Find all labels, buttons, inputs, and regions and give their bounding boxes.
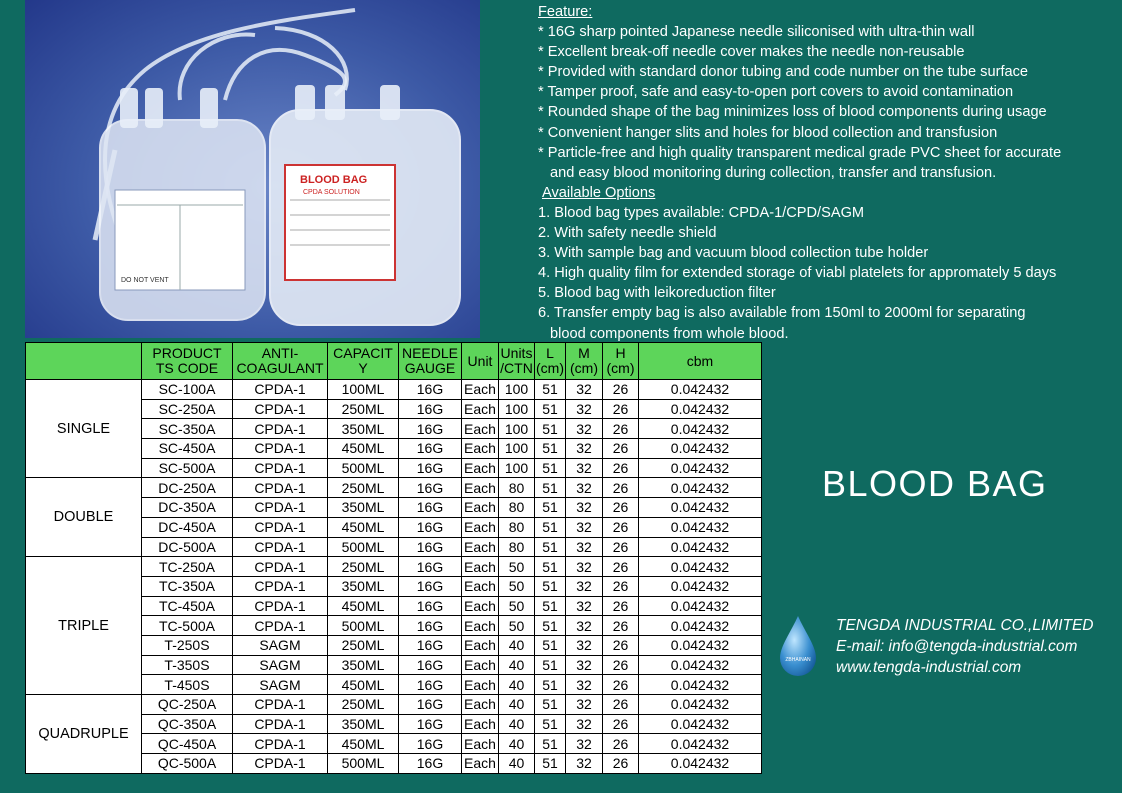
table-cell: 26 [603,616,639,636]
table-cell: SAGM [233,675,328,695]
table-cell: 32 [566,734,603,754]
table-cell: 32 [566,596,603,616]
company-info [836,615,1094,678]
table-cell: TC-350A [142,576,233,596]
table-cell: 450ML [328,734,399,754]
table-cell: 16G [399,517,462,537]
table-cell: 26 [603,478,639,498]
table-cell: Each [462,458,499,478]
table-cell: Each [462,616,499,636]
table-cell: 0.042432 [639,616,762,636]
table-row [26,557,762,577]
table-cell: SAGM [233,655,328,675]
table-cell: 40 [499,734,535,754]
table-cell: 32 [566,675,603,695]
table-cell: 0.042432 [639,635,762,655]
left-bag-label: DO NOT VENT [121,277,169,284]
page-title: BLOOD BAG [822,463,1048,504]
option-item: 5. Blood bag with leikoreduction filter [538,285,776,302]
table-cell: 100ML [328,380,399,400]
table-cell: 32 [566,635,603,655]
table-cell: 32 [566,419,603,439]
table-row [26,380,762,400]
table-cell: 51 [535,754,566,774]
option-item: 4. High quality film for extended storage of viabl platelets for appromately 5 days [538,265,1057,282]
table-cell: DC-450A [142,517,233,537]
table-cell: TC-250A [142,557,233,577]
table-cell: 51 [535,517,566,537]
table-cell: 350ML [328,576,399,596]
table-header-cell [26,343,142,380]
table-group-label: TRIPLE [26,557,142,695]
table-cell: 50 [499,596,535,616]
table-cell: 100 [499,399,535,419]
table-cell: 26 [603,498,639,518]
table-cell: 40 [499,635,535,655]
table-cell: Each [462,537,499,557]
table-header-cell: NEEDLE GAUGE [399,343,462,380]
options-heading: Available Options [542,184,656,201]
table-cell: 0.042432 [639,576,762,596]
company-logo-icon [777,614,819,678]
table-cell: 32 [566,714,603,734]
table-cell: 100 [499,439,535,459]
table-cell: 16G [399,576,462,596]
table-cell: 250ML [328,399,399,419]
table-cell: Each [462,557,499,577]
table-header-cell: Unit [462,343,499,380]
option-item: 1. Blood bag types available: CPDA-1/CPD/SAGM [538,204,865,221]
table-cell: SC-350A [142,419,233,439]
table-cell: 51 [535,498,566,518]
table-cell: CPDA-1 [233,616,328,636]
company-website: www.tengda-industrial.com [836,659,1022,676]
option-item-continued: blood components from whole blood. [550,325,789,342]
table-cell: 51 [535,439,566,459]
table-cell: 350ML [328,655,399,675]
table-cell: 250ML [328,635,399,655]
table-cell: 500ML [328,537,399,557]
table-cell: CPDA-1 [233,714,328,734]
table-cell: 16G [399,635,462,655]
table-cell: 32 [566,478,603,498]
table-cell: 51 [535,557,566,577]
table-cell: 32 [566,498,603,518]
table-cell: 500ML [328,616,399,636]
table-cell: CPDA-1 [233,517,328,537]
feature-item: * Provided with standard donor tubing and code number on the tube surface [538,64,1029,81]
table-cell: 40 [499,655,535,675]
table-cell: 16G [399,458,462,478]
table-cell: 0.042432 [639,399,762,419]
spec-table [25,342,762,774]
table-cell: CPDA-1 [233,399,328,419]
table-cell: 16G [399,714,462,734]
table-cell: 0.042432 [639,655,762,675]
table-cell: 16G [399,655,462,675]
table-cell: Each [462,439,499,459]
table-cell: 100 [499,380,535,400]
table-cell: 450ML [328,439,399,459]
table-cell: 32 [566,655,603,675]
table-row [26,478,762,498]
table-cell: 0.042432 [639,557,762,577]
table-cell: Each [462,695,499,715]
table-cell: 26 [603,537,639,557]
table-cell: 32 [566,399,603,419]
table-header-cell: PRODUCT TS CODE [142,343,233,380]
table-group-label: QUADRUPLE [26,695,142,774]
blood-bag-photo-illustration [25,0,480,338]
table-cell: 26 [603,517,639,537]
table-cell: DC-350A [142,498,233,518]
table-cell: 80 [499,537,535,557]
table-cell: Each [462,419,499,439]
table-cell: Each [462,635,499,655]
table-cell: 26 [603,655,639,675]
table-cell: 26 [603,557,639,577]
table-cell: 51 [535,734,566,754]
features-heading: Feature: [538,4,593,20]
table-cell: QC-500A [142,754,233,774]
table-cell: 40 [499,754,535,774]
table-cell: 51 [535,399,566,419]
table-cell: 0.042432 [639,537,762,557]
table-cell: 51 [535,655,566,675]
table-cell: 51 [535,596,566,616]
table-cell: 51 [535,537,566,557]
table-cell: 50 [499,557,535,577]
table-cell: 0.042432 [639,439,762,459]
table-cell: CPDA-1 [233,596,328,616]
table-cell: 32 [566,380,603,400]
table-cell: 250ML [328,557,399,577]
table-cell: CPDA-1 [233,557,328,577]
table-cell: 26 [603,714,639,734]
table-cell: 32 [566,557,603,577]
table-cell: 500ML [328,754,399,774]
table-header-cell: H (cm) [603,343,639,380]
table-cell: 16G [399,557,462,577]
table-cell: 26 [603,380,639,400]
table-cell: 16G [399,419,462,439]
table-cell: 16G [399,695,462,715]
table-body [26,380,762,774]
table-cell: 32 [566,458,603,478]
table-cell: 51 [535,616,566,636]
table-cell: CPDA-1 [233,439,328,459]
option-item: 3. With sample bag and vacuum blood collection tube holder [538,245,929,262]
table-cell: 0.042432 [639,675,762,695]
table-cell: 51 [535,380,566,400]
table-cell: 26 [603,754,639,774]
table-cell: 100 [499,458,535,478]
option-item: 6. Transfer empty bag is also available from 150ml to 2000ml for separating [538,305,1026,322]
company-email: E-mail: info@tengda-industrial.com [836,638,1078,655]
table-cell: 51 [535,478,566,498]
table-cell: Each [462,380,499,400]
table-cell: DC-500A [142,537,233,557]
feature-item: * Tamper proof, safe and easy-to-open port covers to avoid contamination [538,84,1014,101]
table-cell: CPDA-1 [233,458,328,478]
table-cell: 16G [399,616,462,636]
table-cell: TC-450A [142,596,233,616]
table-cell: 0.042432 [639,419,762,439]
table-cell: 32 [566,576,603,596]
table-cell: 32 [566,754,603,774]
table-cell: 250ML [328,695,399,715]
table-cell: 26 [603,458,639,478]
table-cell: 16G [399,380,462,400]
table-cell: 350ML [328,419,399,439]
table-cell: 26 [603,439,639,459]
table-cell: 51 [535,675,566,695]
table-cell: 100 [499,419,535,439]
feature-item: * 16G sharp pointed Japanese needle siliconised with ultra-thin wall [538,24,975,41]
table-cell: 26 [603,399,639,419]
table-cell: Each [462,517,499,537]
feature-item-continued: and easy blood monitoring during collection, transfer and transfusion. [550,164,997,181]
table-cell: 40 [499,675,535,695]
table-cell: 450ML [328,517,399,537]
table-cell: 450ML [328,675,399,695]
feature-item: * Convenient hanger slits and holes for blood collection and transfusion [538,124,998,141]
table-cell: QC-250A [142,695,233,715]
table-cell: 0.042432 [639,734,762,754]
table-cell: 0.042432 [639,498,762,518]
table-cell: 0.042432 [639,458,762,478]
table-cell: Each [462,754,499,774]
table-cell: 32 [566,616,603,636]
table-row [26,695,762,715]
table-cell: 16G [399,596,462,616]
table-cell: 0.042432 [639,754,762,774]
table-cell: SC-100A [142,380,233,400]
table-cell: 26 [603,695,639,715]
table-cell: 16G [399,537,462,557]
table-cell: Each [462,675,499,695]
features-panel [538,2,1118,344]
table-cell: 80 [499,517,535,537]
table-cell: 250ML [328,478,399,498]
table-cell: CPDA-1 [233,576,328,596]
table-cell: Each [462,714,499,734]
table-cell: 16G [399,399,462,419]
table-cell: 50 [499,616,535,636]
table-cell: SC-250A [142,399,233,419]
table-cell: CPDA-1 [233,380,328,400]
table-cell: 32 [566,537,603,557]
table-cell: 500ML [328,458,399,478]
table-cell: 50 [499,576,535,596]
table-cell: 32 [566,517,603,537]
table-cell: 0.042432 [639,380,762,400]
table-cell: T-350S [142,655,233,675]
table-cell: 80 [499,478,535,498]
table-group-label: DOUBLE [26,478,142,557]
table-cell: CPDA-1 [233,498,328,518]
table-cell: 0.042432 [639,596,762,616]
table-cell: 16G [399,734,462,754]
table-header-cell: cbm [639,343,762,380]
table-cell: CPDA-1 [233,537,328,557]
table-cell: T-450S [142,675,233,695]
table-cell: 26 [603,635,639,655]
table-cell: CPDA-1 [233,695,328,715]
table-cell: 450ML [328,596,399,616]
table-cell: CPDA-1 [233,478,328,498]
table-cell: SAGM [233,635,328,655]
product-photo [25,0,480,338]
table-cell: QC-450A [142,734,233,754]
table-cell: SC-450A [142,439,233,459]
table-cell: 16G [399,439,462,459]
table-cell: 0.042432 [639,517,762,537]
feature-item: * Excellent break-off needle cover makes the needle non-reusable [538,44,965,61]
table-cell: 51 [535,458,566,478]
table-cell: TC-500A [142,616,233,636]
table-cell: 26 [603,675,639,695]
table-group-label: SINGLE [26,380,142,478]
table-header-cell: M (cm) [566,343,603,380]
table-cell: Each [462,734,499,754]
table-cell: 26 [603,419,639,439]
table-cell: Each [462,478,499,498]
table-cell: Each [462,399,499,419]
table-cell: 0.042432 [639,695,762,715]
table-header-cell: L (cm) [535,343,566,380]
table-header-cell: Units /CTN [499,343,535,380]
table-cell: CPDA-1 [233,734,328,754]
table-header-cell: CAPACIT Y [328,343,399,380]
table-cell: 51 [535,419,566,439]
table-cell: 51 [535,576,566,596]
table-cell: Each [462,596,499,616]
table-cell: Each [462,498,499,518]
right-bag-title: BLOOD BAG [300,174,368,186]
table-cell: Each [462,655,499,675]
table-cell: 16G [399,675,462,695]
table-cell: 51 [535,695,566,715]
table-cell: 16G [399,498,462,518]
table-cell: 0.042432 [639,714,762,734]
table-cell: QC-350A [142,714,233,734]
table-cell: 26 [603,576,639,596]
table-cell: 40 [499,714,535,734]
right-bag-subtitle: CPDA SOLUTION [303,189,360,196]
table-cell: SC-500A [142,458,233,478]
table-cell: 32 [566,695,603,715]
logo-text: ZBHAINAN [785,657,811,663]
table-header-row [26,343,762,380]
table-cell: 16G [399,754,462,774]
company-name: TENGDA INDUSTRIAL CO.,LIMITED [836,617,1094,634]
table-cell: CPDA-1 [233,419,328,439]
table-cell: 26 [603,596,639,616]
table-cell: T-250S [142,635,233,655]
table-cell: 40 [499,695,535,715]
option-item: 2. With safety needle shield [538,225,717,242]
table-cell: 80 [499,498,535,518]
table-cell: Each [462,576,499,596]
table-cell: 350ML [328,714,399,734]
feature-item: * Rounded shape of the bag minimizes loss of blood components during usage [538,104,1047,121]
table-cell: 26 [603,734,639,754]
table-cell: 16G [399,478,462,498]
feature-item: * Particle-free and high quality transparent medical grade PVC sheet for accurate [538,144,1062,161]
table-cell: 51 [535,714,566,734]
table-cell: DC-250A [142,478,233,498]
table-cell: 350ML [328,498,399,518]
table-cell: 32 [566,439,603,459]
table-header-cell: ANTI-COAGULANT [233,343,328,380]
table-cell: 51 [535,635,566,655]
table-cell: 0.042432 [639,478,762,498]
table-cell: CPDA-1 [233,754,328,774]
